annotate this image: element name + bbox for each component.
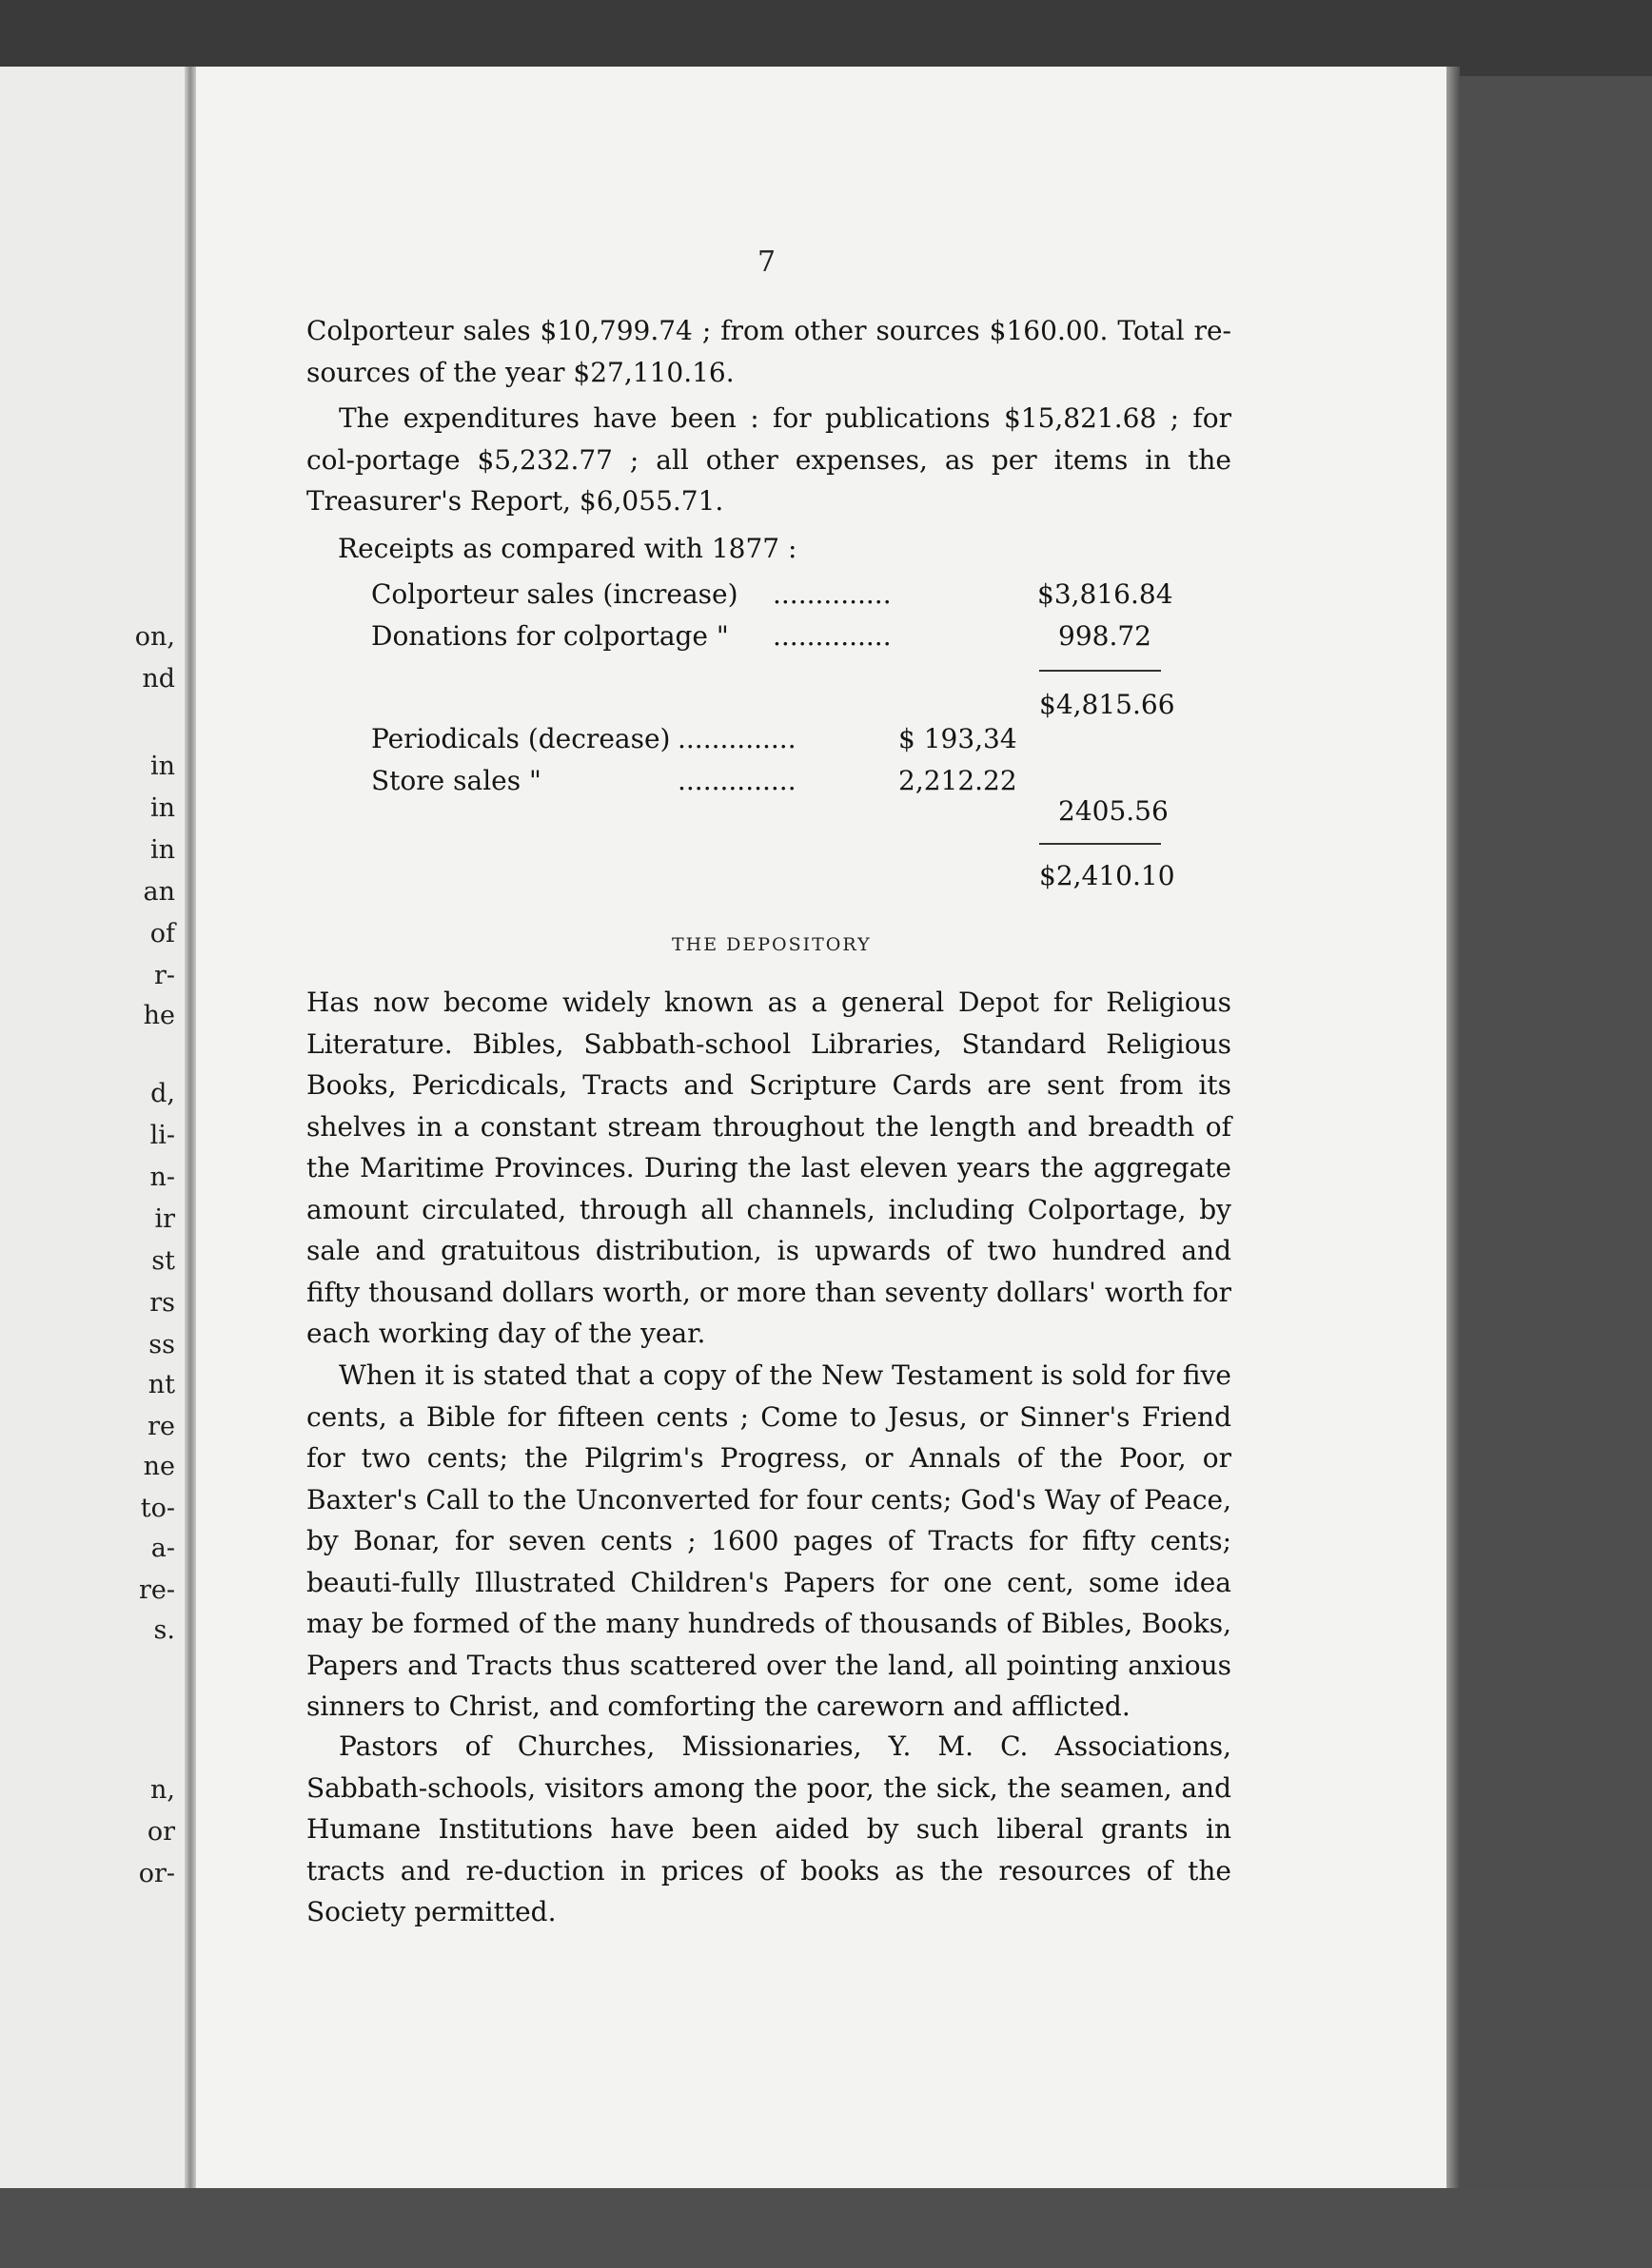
- receipt-row-store-value: 2,212.22: [898, 765, 1017, 796]
- left-page-fragment: nt: [148, 1370, 175, 1399]
- receipt-row-periodicals-value: $ 193,34: [898, 723, 1017, 754]
- receipt-subtotal-increase: $4,815.66: [1039, 689, 1175, 720]
- receipt-row-colporteur-label: Colporteur sales (increase): [371, 578, 738, 610]
- left-page-fragment: n-: [149, 1163, 175, 1192]
- receipt-row-periodicals-label: Periodicals (decrease): [371, 723, 671, 754]
- left-page-fragment: li-: [149, 1121, 175, 1150]
- left-page-fragment: st: [151, 1246, 175, 1276]
- paragraph-expenditures: The expenditures have been : for publications $15,821.68 ; for col-portage $5,232.77 ; all other expenses, as per items in the Treasurer's Report, $6,055.71.: [306, 402, 1231, 517]
- page-number: 7: [757, 245, 777, 279]
- book-spine: [185, 67, 196, 2188]
- receipt-row-periodicals-leader: ..............: [678, 723, 796, 754]
- left-page-fragment: ir: [154, 1204, 175, 1234]
- receipt-row-donations-leader: ..............: [773, 620, 892, 652]
- subtotal-rule-1: [1039, 670, 1161, 672]
- paragraph-prices: When it is stated that a copy of the New Testament is sold for five cents, a Bible for fifteen cents ; Come to Jesus, or Sinner's Friend for two cents; the Pilgrim's Progress, or Annals of the Poor, or Baxter's Call to the Unconverted for four cents; God's Way of Peace, by Bonar, for seven cents ; 1600 pages of Tracts for fifty cents; beauti-fully Illustrated Children's Papers for one cent, some idea may be formed of the many hundreds of thousands of Bibles, Books, Papers and Tracts thus scattered over the land, all pointing anxious sinners to Christ, and comforting the careworn and afflicted.: [306, 1359, 1231, 1722]
- receipt-row-colporteur-value: $3,816.84: [1037, 578, 1173, 610]
- left-page-fragment: r-: [153, 961, 175, 990]
- subtotal-rule-2: [1039, 843, 1161, 845]
- left-page-fragment: an: [143, 877, 175, 907]
- receipt-row-store-leader: ..............: [678, 765, 796, 796]
- scanner-top-bar: [0, 0, 1652, 76]
- receipt-row-donations-label: Donations for colportage ": [371, 620, 729, 652]
- left-page-fragment: d,: [150, 1079, 175, 1108]
- receipt-row-colporteur-leader: ..............: [773, 578, 892, 610]
- receipt-row-donations-value: 998.72: [1058, 620, 1151, 652]
- left-page-fragment: in: [149, 752, 175, 781]
- receipt-subtotal-decrease: 2405.56: [1058, 795, 1169, 827]
- left-page-fragment: to-: [140, 1494, 175, 1523]
- left-page-fragment: in: [149, 835, 175, 865]
- paragraph-grants: Pastors of Churches, Missionaries, Y. M. C. Associations, Sabbath-schools, visitors among the poor, the sick, the seamen, and Humane Institutions have been aided by such liberal grants in tracts and re-duction in prices of books as the resources of the Society permitted.: [306, 1730, 1231, 1927]
- paragraph-depository: Has now become widely known as a general Depot for Religious Literature. Bibles, Sabbath-school Libraries, Standard Religious Books, Pericdicals, Tracts and Scripture Cards are sent from its shelves in a constant stream throughout the length and breadth of the Maritime Provinces. During the last eleven years the aggregate amount circulated, through all channels, including Colportage, by sale and gratuitous distribution, is upwards of two hundred and fifty thousand dollars worth, or more than seventy dollars' worth for each working day of the year.: [306, 987, 1231, 1349]
- left-page-fragment: re: [148, 1412, 175, 1441]
- left-page-fragment: on,: [134, 622, 175, 652]
- left-page-fragment: s.: [153, 1615, 175, 1645]
- left-page-fragment: or: [147, 1817, 175, 1847]
- page-edge-shadow: [1446, 67, 1460, 2188]
- section-heading-depository: THE DEPOSITORY: [672, 934, 872, 955]
- left-page-fragment: ss: [148, 1330, 175, 1359]
- receipt-row-store-label: Store sales ": [371, 765, 541, 796]
- receipts-heading: Receipts as compared with 1877 :: [338, 533, 797, 564]
- scanner-bottom-bar: [0, 2188, 1652, 2268]
- left-page-fragment: he: [143, 1001, 175, 1030]
- left-page-fragment: a-: [150, 1534, 175, 1563]
- receipt-total: $2,410.10: [1039, 860, 1175, 891]
- paragraph-resources: Colporteur sales $10,799.74 ; from other sources $160.00. Total re-sources of the year $27,110.16.: [306, 315, 1231, 388]
- left-page-fragment: n,: [150, 1775, 175, 1805]
- left-page-fragment: ne: [143, 1452, 175, 1481]
- left-page-fragment: in: [149, 793, 175, 823]
- left-page-fragment: re-: [138, 1575, 175, 1605]
- left-page-fragment: rs: [149, 1288, 175, 1318]
- left-page-fragment: or-: [138, 1859, 175, 1888]
- left-page: [0, 67, 196, 2188]
- left-page-fragment: of: [149, 919, 175, 948]
- left-page-fragment: nd: [142, 664, 175, 694]
